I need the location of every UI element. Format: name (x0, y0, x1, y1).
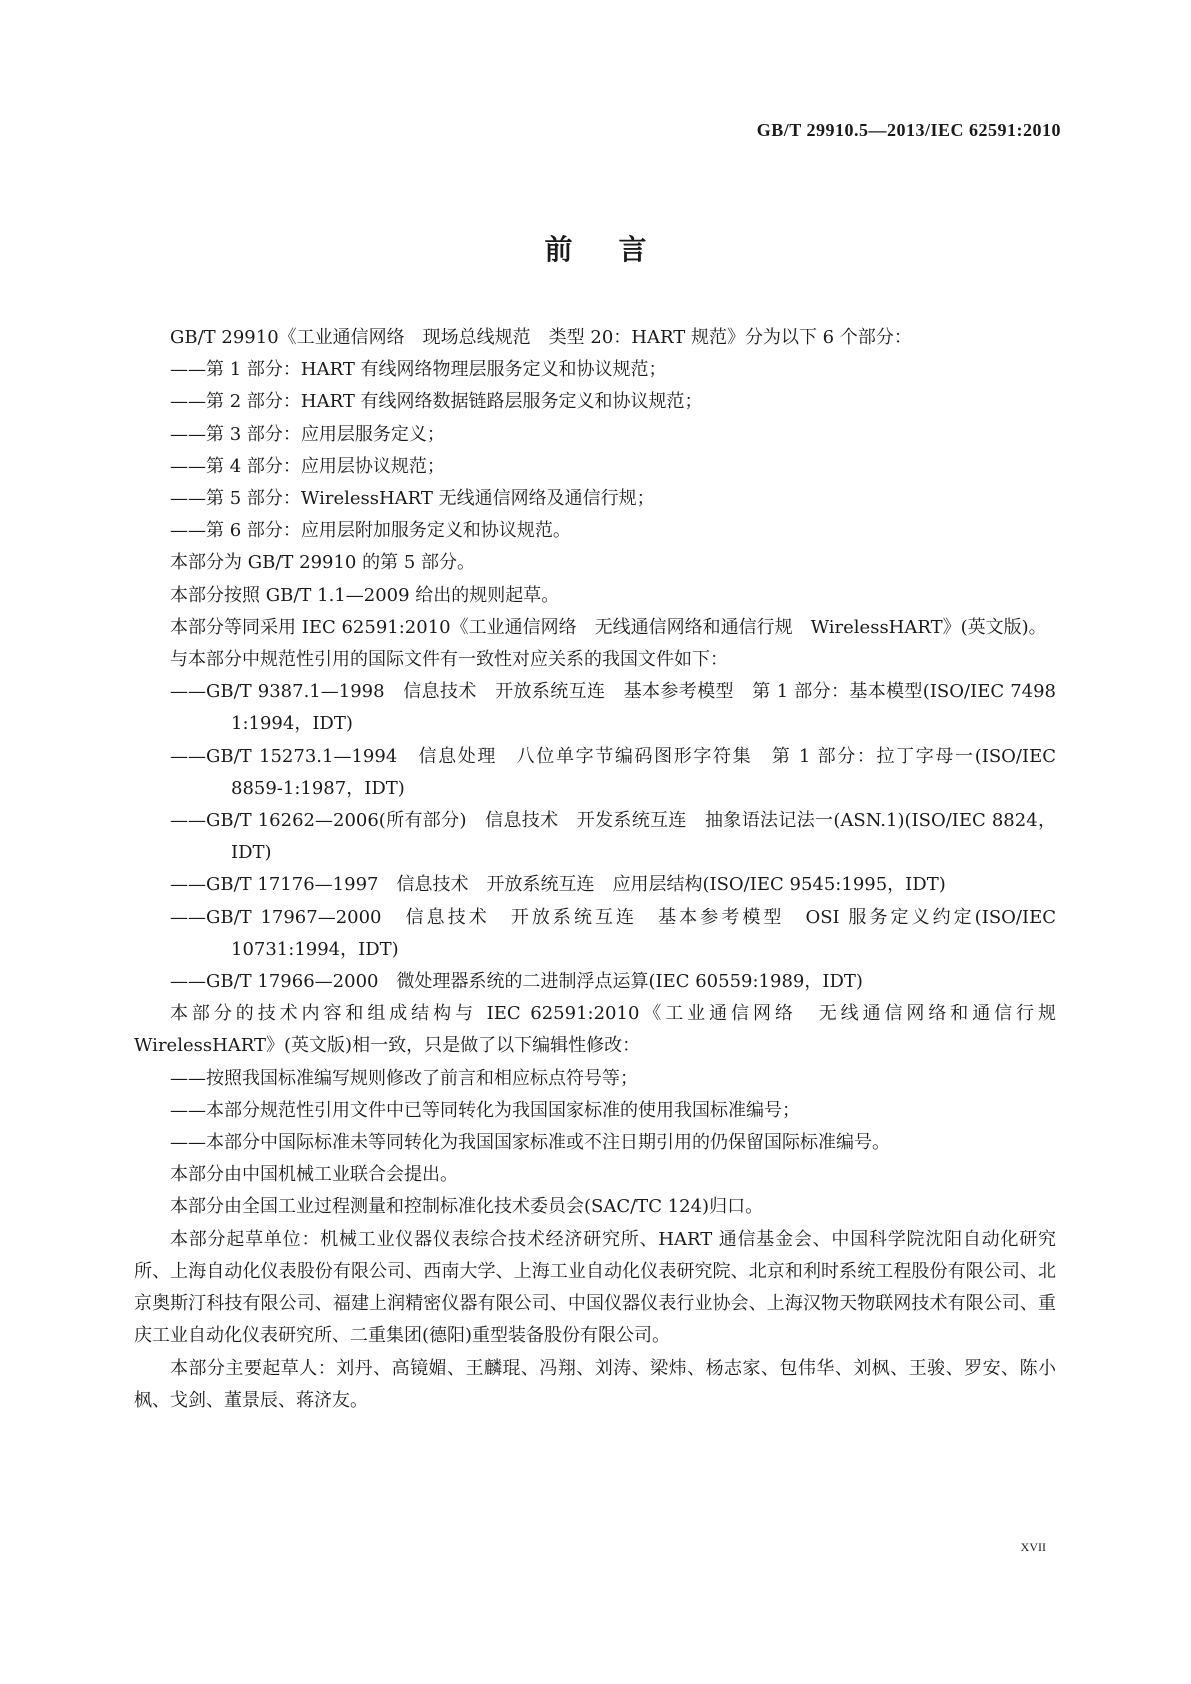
list-item: ——按照我国标准编写规则修改了前言和相应标点符号等； (170, 1067, 638, 1089)
paragraph: 本部分由全国工业过程测量和控制标准化技术委员会(SAC/TC 124)归口。 (170, 1196, 764, 1218)
list-item: ——GB/T 17966—2000 微处理器系统的二进制浮点运算(IEC 60559:1989，IDT) (170, 971, 863, 993)
list-item: ——GB/T 17967—2000 信息技术 开放系统互连 基本参考模型 OSI 服务定义约定(ISO/IEC 10731:1994，IDT) (170, 906, 1056, 960)
paragraph: 本部分主要起草人：刘丹、高镜媚、王麟琨、冯翔、刘涛、梁炜、杨志家、包伟华、刘枫、王骏、罗安、陈小枫、戈剑、董景辰、蒋济友。 (134, 1357, 1056, 1411)
list-item: ——第 1 部分：HART 有线网络物理层服务定义和协议规范； (170, 359, 667, 381)
list-item: ——本部分规范性引用文件中已等同转化为我国国家标准的使用我国标准编号； (170, 1099, 800, 1121)
paragraph: 与本部分中规范性引用的国际文件有一致性对应关系的我国文件如下： (170, 649, 728, 671)
paragraph: 本部分等同采用 IEC 62591:2010《工业通信网络 无线通信网络和通信行规 WirelessHART》(英文版)。 (170, 616, 1047, 638)
paragraph: 本部分由中国机械工业联合会提出。 (170, 1164, 458, 1186)
paragraph: 本部分按照 GB/T 1.1—2009 给出的规则起草。 (170, 584, 560, 606)
page-title: 前言 (544, 233, 693, 266)
paragraph: GB/T 29910《工业通信网络 现场总线规范 类型 20：HART 规范》分为以下 6 个部分： (170, 327, 912, 348)
list-item: ——第 6 部分：应用层附加服务定义和协议规范。 (170, 520, 571, 542)
paragraph: 本部分为 GB/T 29910 的第 5 部分。 (170, 552, 475, 574)
list-item: ——GB/T 17176—1997 信息技术 开放系统互连 应用层结构(ISO/IEC 9545:1995，IDT) (170, 874, 946, 896)
list-item: ——本部分中国际标准未等同转化为我国国家标准或不注日期引用的仍保留国际标准编号。 (170, 1132, 890, 1154)
page-number: XVII (1020, 1540, 1046, 1554)
list-item: ——第 3 部分：应用层服务定义； (170, 423, 445, 445)
list-item: ——第 4 部分：应用层协议规范； (170, 455, 445, 477)
list-item: ——第 5 部分：WirelessHART 无线通信网络及通信行规； (170, 488, 655, 510)
list-item: ——GB/T 16262—2006(所有部分) 信息技术 开发系统互连 抽象语法记法一(ASN.1)(ISO/IEC 8824，IDT) (170, 810, 1056, 864)
paragraph: 本部分起草单位：机械工业仪器仪表综合技术经济研究所、HART 通信基金会、中国科学院沈阳自动化研究所、上海自动化仪表股份有限公司、西南大学、上海工业自动化仪表研究院、北京和利时系统工程股份有限公司、北京奥斯汀科技有限公司、福建上润精密仪器有限公司、中国仪器仪表行业协会、上海汉物天物联网技术有限公司、重庆工业自动化仪表研究所、二重集团(德阳)重型装备股份有限公司。 (134, 1228, 1056, 1347)
paragraph: 本部分的技术内容和组成结构与 IEC 62591:2010《工业通信网络 无线通信网络和通信行规 WirelessHART》(英文版)相一致，只是做了以下编辑性修改： (134, 1003, 1056, 1057)
list-item: ——GB/T 9387.1—1998 信息技术 开放系统互连 基本参考模型 第 1 部分：基本模型(ISO/IEC 7498 1:1994，IDT) (170, 681, 1056, 735)
list-item: ——第 2 部分：HART 有线网络数据链路层服务定义和协议规范； (170, 391, 703, 413)
document-body (134, 322, 1056, 1417)
standard-code: GB/T 29910.5—2013/IEC 62591:2010 (756, 120, 1061, 140)
list-item: ——GB/T 15273.1—1994 信息处理 八位单字节编码图形字符集 第 1 部分：拉丁字母一(ISO/IEC 8859-1:1987，IDT) (170, 745, 1056, 799)
